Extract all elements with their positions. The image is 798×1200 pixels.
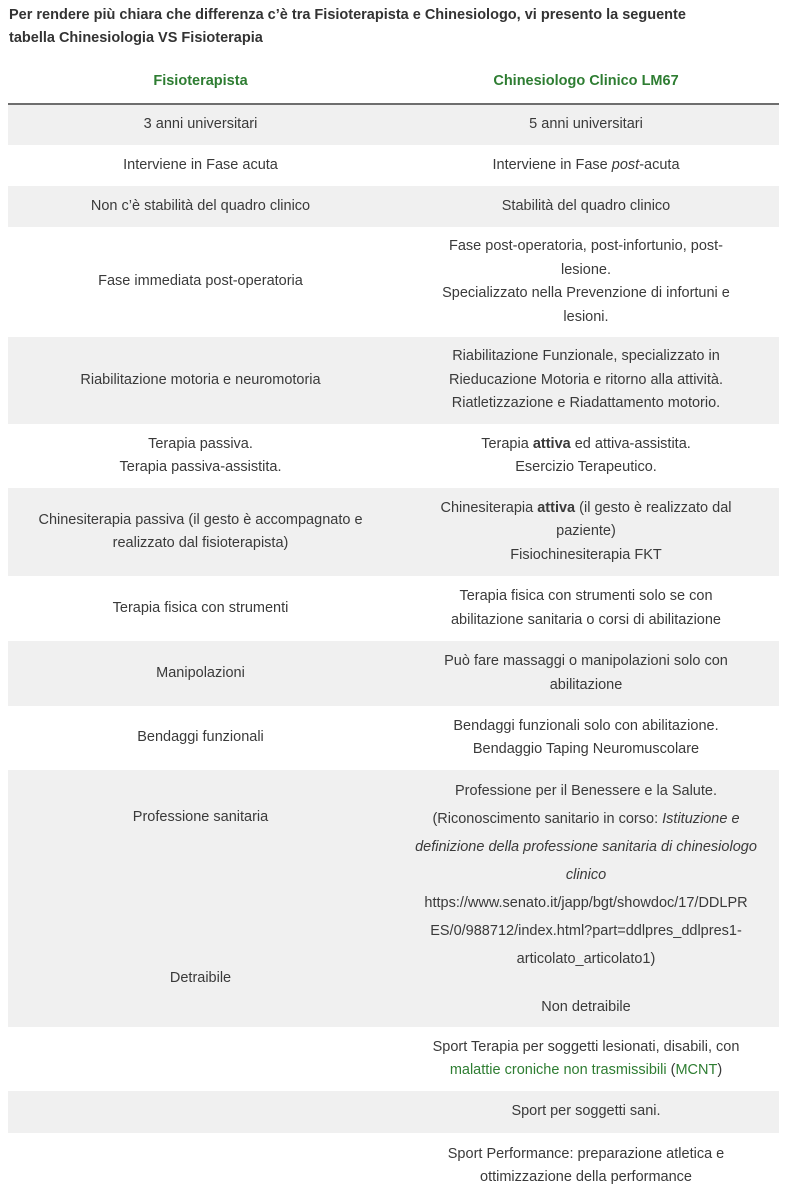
bold-text: attiva [537, 499, 576, 516]
intro-line-1: Per rendere più chiara che differenza c’è tra Fisioterapista e Chinesiologo, vi presento la seguente [9, 7, 686, 23]
senato-url-line: articolato_articolato1) [516, 950, 656, 967]
cell-line: Detraibile [169, 970, 232, 986]
cell-line: paziente) [556, 523, 616, 540]
cell-right: 5 anni universitari [393, 104, 779, 145]
cell-line: Può fare massaggi o manipolazioni solo con [444, 653, 728, 669]
cell-text: -acuta [639, 156, 680, 173]
cell-right: Sport per soggetti sani. [393, 1091, 779, 1133]
cell-text: Interviene in Fase [492, 156, 612, 173]
table-row [8, 145, 779, 186]
table-row [8, 770, 779, 1027]
table-row [8, 641, 779, 706]
senato-url-line: ES/0/988712/index.html?part=ddlpres_ddlpres1- [430, 922, 742, 939]
cell-right [393, 145, 779, 186]
cell-line: lesioni. [563, 308, 609, 325]
cell-line: realizzato dal fisioterapista) [112, 535, 289, 551]
table-row [8, 104, 779, 145]
table-row [8, 576, 779, 641]
cell-text: ( [666, 1062, 676, 1078]
cell-line: Sport Terapia per soggetti lesionati, disabili, con [432, 1038, 740, 1055]
mcnt-abbr-link[interactable]: MCNT [675, 1062, 718, 1078]
cell-line: clinico [565, 866, 607, 883]
cell-line: Chinesiterapia passiva (il gesto è accompagnato e [38, 511, 363, 528]
spacer [405, 973, 767, 993]
cell-left [8, 1091, 393, 1133]
cell-right: Stabilità del quadro clinico [393, 186, 779, 227]
header-fisioterapista: Fisioterapista [8, 61, 393, 104]
cell-right [393, 227, 779, 337]
table-row [8, 1091, 779, 1133]
cell-line: Terapia passiva-assistita. [119, 459, 282, 475]
table-row [8, 186, 779, 227]
cell-text: Terapia [481, 435, 533, 452]
intro-paragraph [9, 4, 779, 50]
cell-line: Riabilitazione Funzionale, specializzato in [452, 348, 720, 365]
cell-text: (Riconoscimento sanitario in corso: [432, 810, 663, 827]
cell-right [393, 770, 779, 1027]
intro-line-2: tabella Chinesiologia VS Fisioterapia [9, 30, 263, 46]
cell-left [8, 488, 393, 576]
table-row [8, 706, 779, 770]
cell-text: ) [717, 1062, 723, 1078]
cell-left: Non c’è stabilità del quadro clinico [8, 186, 393, 227]
mcnt-link[interactable]: malattie croniche non trasmissibili [449, 1062, 667, 1078]
header-chinesiologo: Chinesiologo Clinico LM67 [393, 61, 779, 104]
comparison-table [8, 61, 779, 1199]
emphasis-text: Istituzione e [662, 810, 740, 827]
cell-left: 3 anni universitari [8, 104, 393, 145]
cell-left [8, 1027, 393, 1091]
table-row [8, 1133, 779, 1199]
cell-line: Fase post-operatoria, post-infortunio, post- [448, 238, 724, 254]
cell-line: Professione per il Benessere e la Salute. [455, 782, 717, 799]
cell-line: abilitazione [549, 676, 623, 693]
cell-text: (il gesto è realizzato dal [575, 499, 732, 516]
cell-line: definizione della professione sanitaria di chinesiologo [415, 838, 757, 855]
cell-line [405, 433, 767, 457]
cell-line: ottimizzazione della performance [480, 1169, 692, 1185]
cell-line: Specializzato nella Prevenzione di infortuni e [442, 285, 730, 301]
cell-left [8, 1133, 393, 1199]
table-header-row [8, 61, 779, 104]
emphasis-text: post [611, 156, 640, 173]
cell-left-stack [20, 770, 381, 1027]
cell-text: ed attiva-assistita. [570, 435, 691, 452]
table-row [8, 337, 779, 424]
cell-line: abilitazione sanitaria o corsi di abilitazione [450, 611, 721, 628]
cell-text: Chinesiterapia [440, 499, 538, 516]
cell-line: Sport Performance: preparazione atletica e [447, 1145, 725, 1162]
senato-url-line: https://www.senato.it/japp/bgt/showdoc/17/DDLPR [424, 894, 748, 911]
cell-right [393, 424, 779, 488]
cell-left: Interviene in Fase acuta [123, 156, 278, 173]
cell-left: Bendaggi funzionali [137, 729, 264, 746]
cell-left: Manipolazioni [8, 641, 393, 706]
cell-line: Terapia fisica con strumenti solo se con [459, 588, 713, 604]
cell-line: Non detraibile [541, 998, 631, 1015]
cell-line: Esercizio Terapeutico. [515, 459, 657, 475]
cell-right [393, 1027, 779, 1091]
table-row [8, 424, 779, 488]
cell-right [393, 337, 779, 424]
cell-line: Bendaggio Taping Neuromuscolare [472, 741, 700, 757]
bold-text: attiva [532, 435, 571, 452]
cell-left: Fase immediata post-operatoria [98, 273, 303, 290]
cell-right [393, 1133, 779, 1199]
cell-line: Professione sanitaria [132, 809, 269, 825]
cell-line: Riatletizzazione e Riadattamento motorio. [451, 395, 721, 412]
cell-line: Terapia passiva. [148, 435, 253, 452]
table-row [8, 227, 779, 337]
cell-right [393, 706, 779, 770]
cell-left: Riabilitazione motoria e neuromotoria [8, 337, 393, 424]
cell-right [393, 488, 779, 576]
cell-left: Terapia fisica con strumenti [112, 599, 289, 616]
cell-line [405, 805, 767, 833]
cell-line: Fisiochinesiterapia FKT [510, 546, 662, 563]
cell-left [8, 770, 393, 1027]
cell-right [393, 641, 779, 706]
cell-line [405, 1059, 767, 1083]
cell-right [393, 576, 779, 641]
table-row [8, 488, 779, 576]
cell-line: Rieducazione Motoria e ritorno alla attività. [448, 371, 724, 388]
cell-line: Bendaggi funzionali solo con abilitazione. [453, 717, 719, 734]
table-row [8, 1027, 779, 1091]
cell-line [405, 497, 767, 521]
cell-left [8, 424, 393, 488]
cell-line: lesione. [561, 261, 611, 278]
